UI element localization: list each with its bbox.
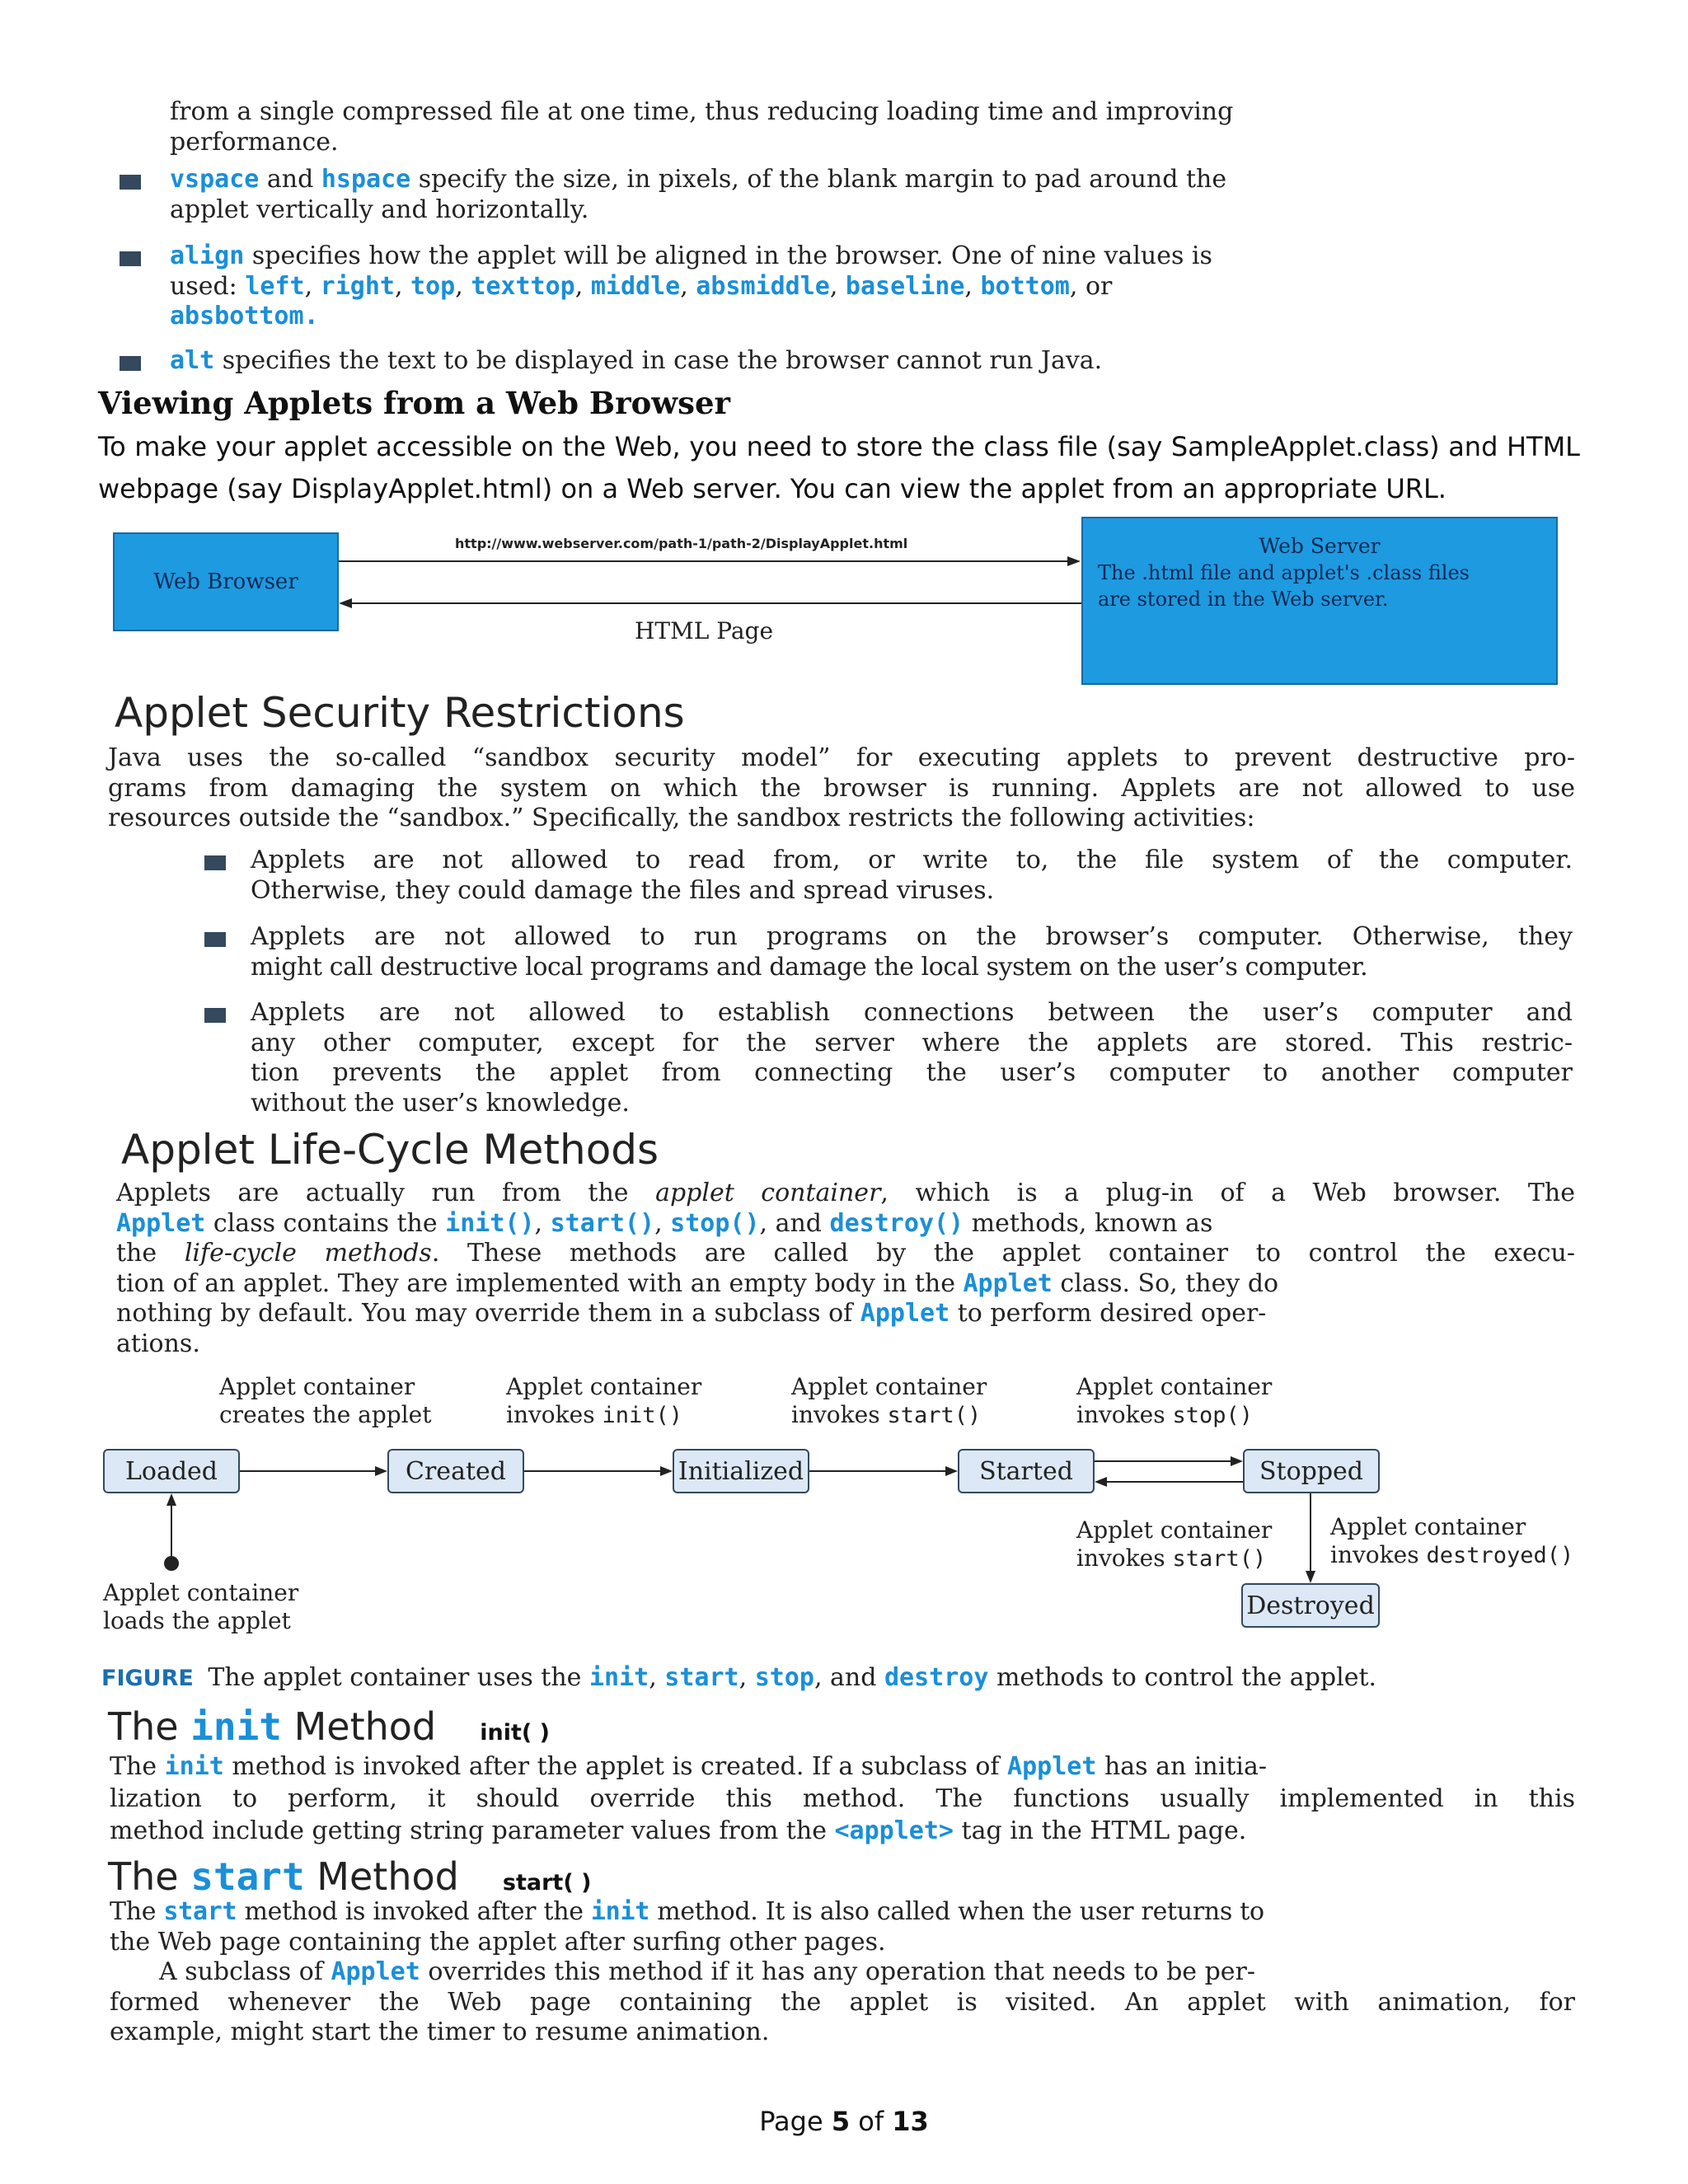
text-line: Applets are not allowed to run programs on the browser’s computer. Otherwise, they	[251, 922, 1573, 951]
text-line: example, might start the timer to resume animation.	[110, 2018, 770, 2046]
page-number: 5	[831, 2106, 851, 2137]
text-line: resources outside the “sandbox.” Specifically, the sandbox restricts the following activities:	[108, 804, 1255, 832]
init-signature: init( )	[480, 1720, 550, 1746]
text: Applet container	[791, 1373, 987, 1400]
text-line	[170, 241, 1576, 272]
code-align: align	[170, 241, 245, 270]
bullet-alt	[170, 346, 1576, 377]
text-line: ations.	[116, 1329, 200, 1358]
text-line	[110, 1750, 1575, 1783]
text-line: without the user’s knowledge.	[251, 1088, 630, 1118]
code-applet-tag: <applet>	[834, 1816, 954, 1845]
text: method is invoked after the applet is created. If a subclass of	[223, 1752, 1008, 1781]
start-method-heading	[108, 1854, 591, 1899]
text: Page	[759, 2106, 832, 2137]
text-line: Applet class contains the init(), start(), stop(), and destroy() methods, known as	[116, 1208, 1213, 1238]
text: The applet container uses the	[208, 1663, 589, 1692]
state-started: Started	[958, 1449, 1095, 1493]
text: and	[259, 165, 321, 194]
caption-invokes-init	[506, 1373, 701, 1430]
state-destroyed: Destroyed	[1241, 1583, 1380, 1628]
code-value: right	[320, 271, 395, 301]
web-server-title: Web Server	[1259, 534, 1381, 558]
text-line	[110, 1897, 1575, 1928]
code-destroy: destroy	[884, 1663, 989, 1692]
text: class contains the	[205, 1208, 446, 1238]
text: invokes	[791, 1401, 888, 1428]
text: Applet container	[1076, 1516, 1273, 1544]
text: to perform desired oper-	[950, 1299, 1267, 1328]
text: of	[850, 2106, 893, 2137]
code-destroy: destroy()	[829, 1208, 964, 1238]
state-created: Created	[387, 1449, 524, 1493]
code-start: start()	[550, 1208, 655, 1238]
caption-invokes-start	[791, 1373, 987, 1430]
text: A subclass of	[159, 1957, 331, 1986]
web-browser-label: Web Browser	[153, 569, 298, 594]
bullet-square	[120, 175, 141, 190]
start-paragraph	[110, 1897, 1575, 2048]
text: has an initia-	[1096, 1752, 1268, 1781]
text-line: tion prevents the applet from connecting the user’s computer to another computer	[251, 1058, 1573, 1087]
text: class. So, they do	[1052, 1268, 1279, 1298]
text: specify the size, in pixels, of the blank margin to pad around the	[410, 165, 1227, 194]
code-applet: Applet	[116, 1208, 206, 1238]
caption-invokes-destroyed	[1330, 1513, 1573, 1570]
text: tion of an applet. They are implemented with an empty body in the	[116, 1268, 964, 1298]
text: Applet container	[506, 1373, 702, 1400]
text: the	[116, 1239, 185, 1268]
code-start: start	[190, 1854, 305, 1899]
code-stop: stop()	[670, 1208, 760, 1238]
security-bullet-1	[251, 846, 1573, 906]
code-init: init	[164, 1752, 224, 1781]
bullet-vspace	[170, 165, 1576, 225]
text: Applet container	[1330, 1513, 1526, 1540]
caption-loads	[103, 1579, 298, 1635]
url-label: http://www.webserver.com/path-1/path-2/DisplayApplet.html	[455, 536, 908, 551]
text-line	[110, 1957, 1575, 1988]
text: invokes	[1076, 1401, 1173, 1428]
text: methods to control the applet.	[988, 1663, 1377, 1692]
text: creates the applet	[219, 1401, 432, 1428]
text: Applet container	[219, 1373, 415, 1400]
text: The	[110, 1897, 164, 1926]
code-value: left	[245, 271, 305, 301]
code-init: init	[590, 1897, 649, 1926]
request-response-arrows	[339, 544, 1081, 610]
text-line: webpage (say DisplayApplet.html) on a Web server. You can view the applet from an appropriate URL.	[98, 473, 1447, 504]
page-footer	[0, 2106, 1688, 2137]
web-server-box	[1081, 517, 1558, 685]
code-value: texttop	[471, 271, 575, 301]
section-title-lifecycle: Applet Life-Cycle Methods	[121, 1126, 659, 1174]
code-alt: alt	[170, 346, 215, 375]
code-value: bottom	[980, 271, 1070, 301]
caption-invokes-start-again	[1076, 1516, 1272, 1573]
text-line	[110, 1815, 1575, 1847]
code-hspace: hspace	[321, 165, 411, 194]
text-line: used: left, right, top, texttop, middle, absmiddle, baseline, bottom, or	[170, 271, 1113, 301]
text-line: might call destructive local programs and damage the local system on the user’s computer.	[251, 952, 1368, 982]
text-line: Java uses the so-called “sandbox security model” for executing applets to prevent destructive pro-	[108, 743, 1575, 772]
figure-label: FIGURE	[101, 1666, 194, 1691]
code-destroyed: destroyed()	[1426, 1543, 1574, 1568]
text-emphasis: applet container	[655, 1179, 881, 1207]
text: , and	[759, 1208, 830, 1238]
page-total: 13	[892, 2106, 929, 2137]
text: or	[1077, 271, 1113, 301]
text: method is invoked after the	[237, 1897, 591, 1926]
text-line: performance.	[170, 127, 339, 157]
html-page-label: HTML Page	[635, 617, 774, 644]
bullet-square	[120, 251, 141, 266]
state-initialized: Initialized	[673, 1449, 809, 1493]
bullet-square	[120, 356, 141, 371]
security-bullet-2	[251, 922, 1573, 982]
text-line	[116, 1269, 1575, 1300]
text-line	[116, 1179, 1575, 1209]
bullet-square	[204, 1008, 226, 1023]
section-title-security: Applet Security Restrictions	[115, 689, 685, 737]
code-start: start	[163, 1897, 237, 1926]
code-init: init	[588, 1663, 649, 1692]
text: method. It is also called when the user returns to	[649, 1897, 1264, 1926]
code-stop: stop()	[1172, 1403, 1254, 1428]
code-start: start()	[1172, 1546, 1267, 1572]
text: Applets are actually run from the	[116, 1179, 656, 1207]
text: used:	[170, 271, 246, 301]
code-start: start	[664, 1663, 739, 1692]
security-intro	[108, 743, 1575, 834]
state-stopped: Stopped	[1243, 1449, 1380, 1493]
bullet-square	[204, 855, 226, 870]
bullet-square	[204, 932, 226, 947]
text: Method	[304, 1854, 459, 1899]
text: Applet container	[103, 1579, 299, 1606]
code-value: top	[410, 271, 456, 301]
start-signature: start( )	[502, 1870, 592, 1896]
figure-caption: FIGURE The applet container uses the init, start, stop, and destroy methods to control the applet.	[101, 1663, 1377, 1692]
bullet-continuation	[170, 97, 1576, 157]
text-line: the Web page containing the applet after surfing other pages.	[110, 1927, 886, 1957]
text: nothing by default. You may override them in a subclass of	[116, 1299, 860, 1328]
caption-creates	[219, 1373, 432, 1429]
text-line: lization to perform, it should override this method. The functions usually implemented in this	[110, 1784, 1575, 1813]
web-server-text: are stored in the Web server.	[1098, 588, 1389, 611]
text: invokes	[1330, 1541, 1427, 1568]
text-line: To make your applet accessible on the Web, you need to store the class file (say SampleApplet.class) and HTML	[98, 431, 1580, 462]
text-line	[116, 1239, 1575, 1269]
code-stop: stop	[754, 1663, 814, 1692]
text: tag in the HTML page.	[953, 1816, 1247, 1845]
text: overrides this method if it has any operation that needs to be per-	[420, 1957, 1256, 1986]
state-loaded: Loaded	[103, 1449, 240, 1493]
text: The	[108, 1854, 191, 1899]
text: loads the applet	[103, 1607, 291, 1634]
text: The	[110, 1752, 165, 1781]
text: Method	[281, 1704, 437, 1749]
text: .	[303, 302, 319, 330]
text: invokes	[506, 1401, 603, 1428]
code-start: start()	[887, 1403, 982, 1428]
section-heading-viewing: Viewing Applets from a Web Browser	[98, 385, 731, 421]
web-browser-box	[113, 532, 339, 631]
text: specifies the text to be displayed in case the browser cannot run Java.	[214, 346, 1103, 375]
text-line	[116, 1299, 1575, 1329]
text: methods, known as	[964, 1208, 1213, 1238]
init-paragraph	[110, 1750, 1575, 1847]
text-line: applet vertically and horizontally.	[170, 194, 589, 224]
security-bullet-3	[251, 998, 1573, 1118]
viewing-paragraph	[98, 426, 1580, 510]
text-line: Applets are not allowed to read from, or write to, the file system of the computer.	[251, 846, 1573, 874]
code-applet: Applet	[860, 1299, 950, 1328]
code-vspace: vspace	[170, 165, 260, 194]
text: . These methods are called by the applet container to control the execu-	[431, 1239, 1575, 1268]
text-line: grams from damaging the system on which the browser is running. Applets are not allowed to use	[108, 773, 1575, 803]
code-value: absmiddle	[696, 271, 830, 301]
text-line	[170, 165, 1576, 195]
code-value: baseline	[845, 271, 965, 301]
text-line: formed whenever the Web page containing the applet is visited. An applet with animation, for	[110, 1987, 1575, 2017]
web-server-text: The .html file and applet's .class files	[1098, 561, 1470, 584]
init-method-heading	[108, 1704, 550, 1749]
text-line: Applets are not allowed to establish connections between the user’s computer and	[251, 998, 1573, 1027]
text: The	[108, 1704, 191, 1749]
code-init: init	[190, 1704, 282, 1749]
text-emphasis: life-cycle methods	[184, 1239, 432, 1268]
text: Applet container	[1076, 1373, 1273, 1400]
code-applet: Applet	[963, 1268, 1053, 1298]
lifecycle-paragraph	[116, 1179, 1575, 1359]
text: invokes	[1076, 1544, 1173, 1572]
code-applet: Applet	[1007, 1752, 1097, 1781]
code-value: middle	[590, 271, 681, 301]
caption-invokes-stop	[1076, 1373, 1272, 1430]
text: , which is a plug-in of a Web browser. The	[880, 1179, 1575, 1207]
code-init: init()	[602, 1403, 683, 1428]
text-line: Otherwise, they could damage the files and spread viruses.	[251, 875, 995, 905]
code-init: init()	[445, 1208, 535, 1238]
text: method include getting string parameter values from the	[110, 1816, 835, 1845]
text-line: any other computer, except for the server where the applets are stored. This restric-	[251, 1028, 1573, 1057]
text: specifies how the applet will be aligned in the browser. One of nine values is	[244, 241, 1212, 270]
text-line: from a single compressed file at one time, thus reducing loading time and improving	[170, 97, 1234, 126]
text: , and	[814, 1663, 884, 1692]
bullet-align	[170, 241, 1576, 332]
code-applet: Applet	[331, 1957, 420, 1986]
code-value: absbottom	[170, 302, 304, 330]
